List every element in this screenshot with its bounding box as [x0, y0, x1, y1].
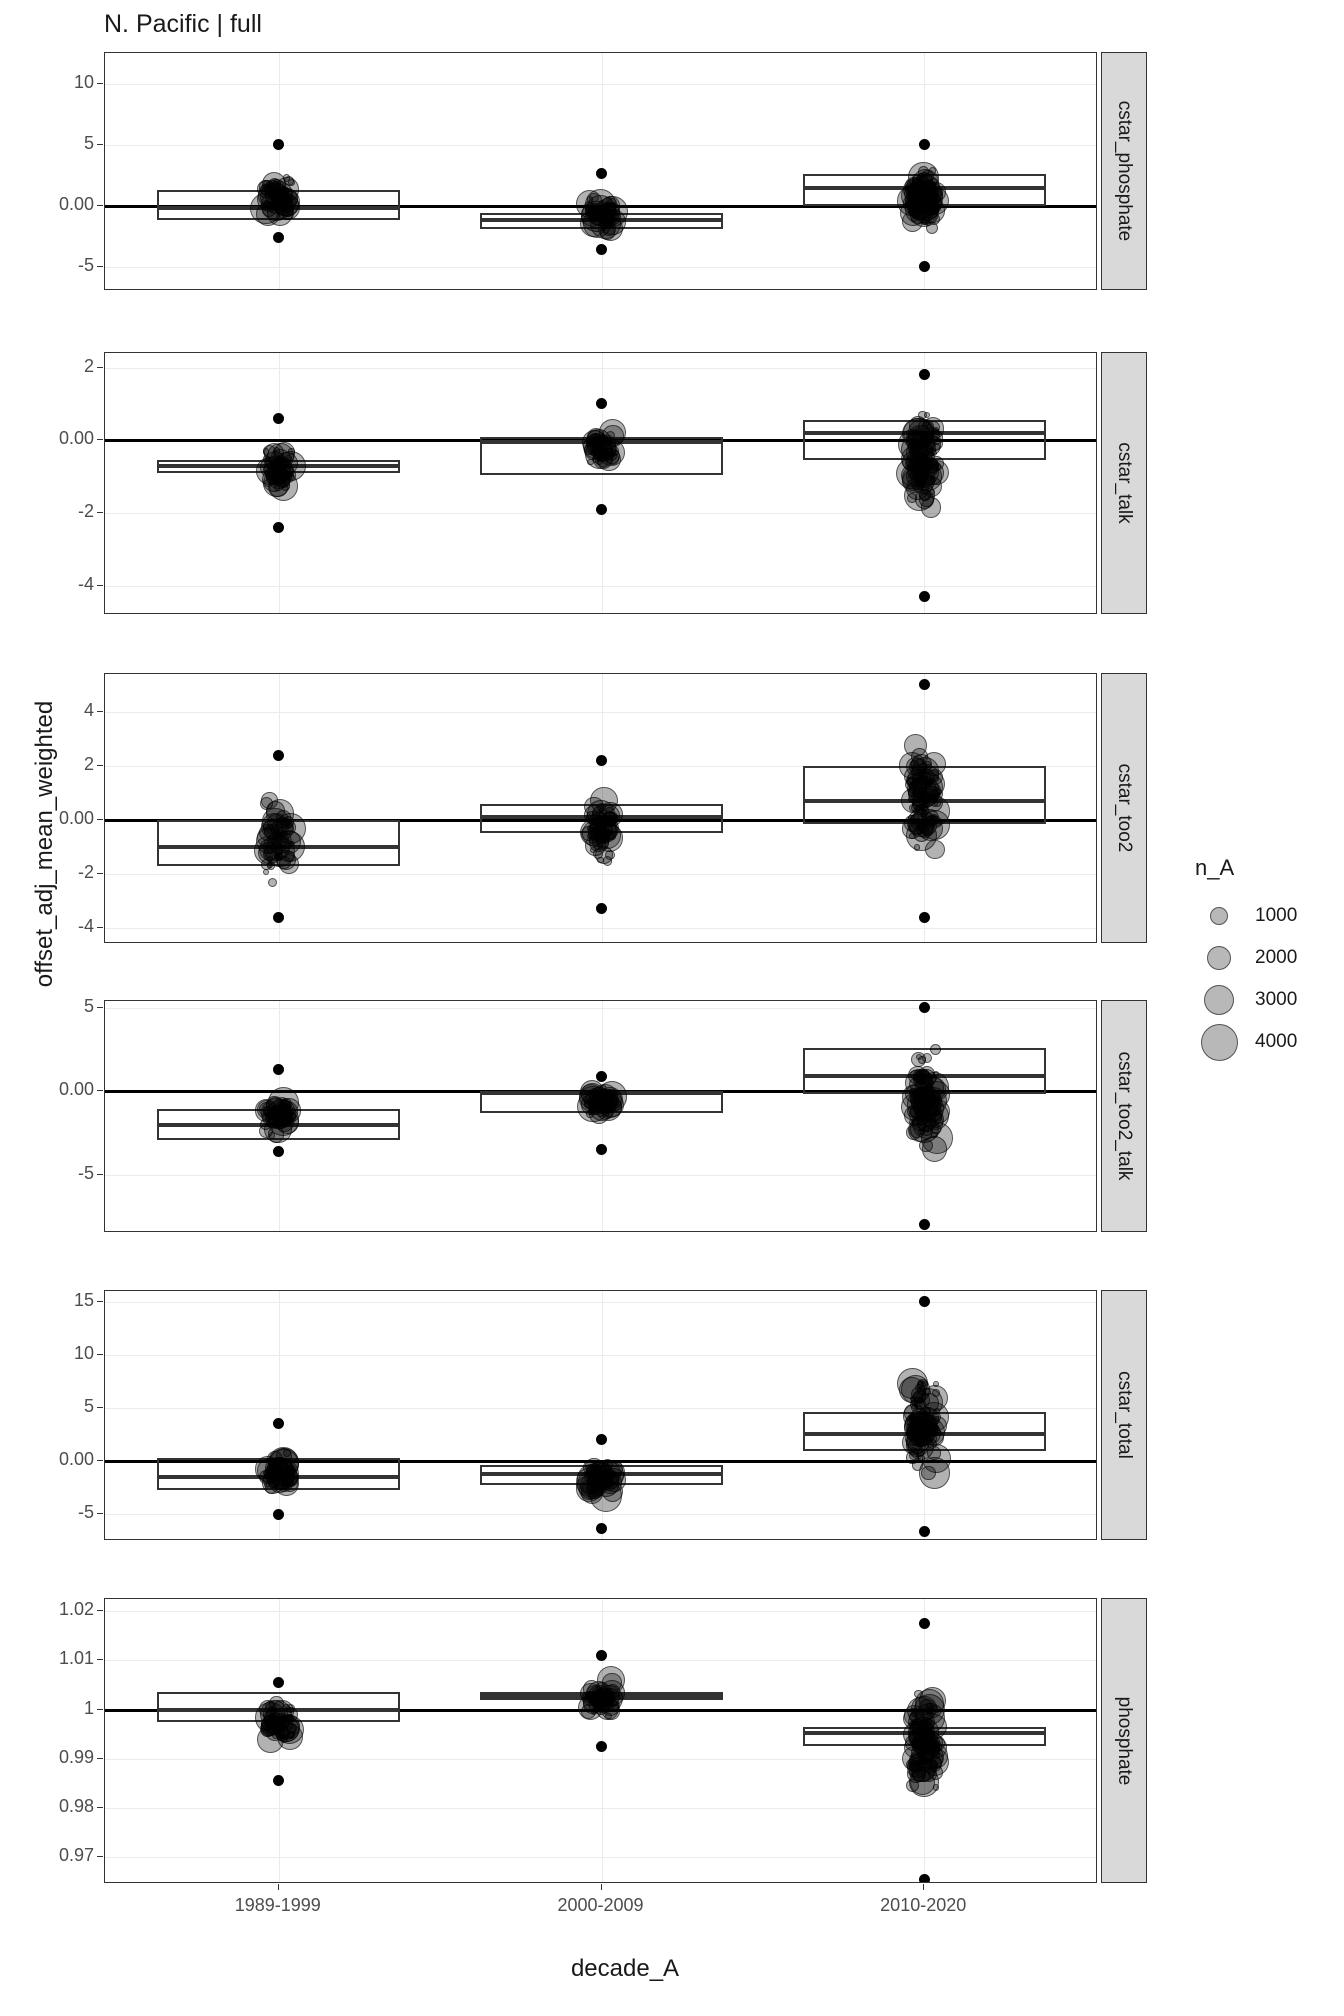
outlier-point	[596, 755, 607, 766]
gridline-y	[105, 368, 1096, 369]
facet-panel-cstar_too2_talk	[104, 1000, 1097, 1232]
data-point	[918, 166, 929, 177]
outlier-point	[273, 1775, 284, 1786]
legend-bubble-icon	[1204, 985, 1234, 1015]
outlier-point	[596, 1144, 607, 1155]
y-tick-mark	[97, 1301, 103, 1302]
outlier-point	[596, 903, 607, 914]
y-tick-label: 0.00	[58, 193, 94, 214]
outlier-point	[919, 139, 930, 150]
y-tick-mark	[97, 1610, 103, 1611]
data-point	[914, 1690, 922, 1698]
y-tick-label: 15	[73, 1289, 94, 1310]
facet-panel-cstar_phosphate	[104, 52, 1097, 290]
legend-title: n_A	[1195, 855, 1235, 880]
outlier-point	[273, 750, 284, 761]
facet-panel-cstar_talk	[104, 352, 1097, 614]
facet-strip-cstar_talk	[1101, 352, 1147, 614]
data-point	[257, 1100, 276, 1119]
gridline-y	[105, 1808, 1096, 1809]
data-point	[584, 441, 603, 460]
data-point	[919, 490, 930, 501]
data-point	[285, 1460, 292, 1467]
gridline-y	[105, 586, 1096, 587]
outlier-point	[273, 1146, 284, 1157]
legend	[1195, 855, 1297, 1063]
y-tick-mark	[97, 144, 103, 145]
legend-item	[1195, 895, 1297, 937]
panel-plot-region	[105, 674, 1096, 942]
legend-bubble-icon	[1207, 946, 1231, 970]
outlier-point	[273, 413, 284, 424]
y-tick-mark	[97, 1659, 103, 1660]
facet-strip-label: cstar_too2	[1114, 763, 1135, 853]
data-point	[919, 1457, 950, 1488]
legend-bubble-icon	[1201, 1024, 1238, 1061]
legend-label: 1000	[1255, 905, 1298, 926]
gridline-y	[105, 1408, 1096, 1409]
outlier-point	[919, 591, 930, 602]
y-tick-mark	[97, 266, 103, 267]
y-tick-mark	[97, 1007, 103, 1008]
y-tick-label: 0.00	[58, 1079, 94, 1100]
legend-key	[1195, 937, 1243, 979]
facet-strip-label: phosphate	[1114, 1696, 1135, 1785]
gridline-y	[105, 1302, 1096, 1303]
gridline-y	[105, 267, 1096, 268]
facet-strip-cstar_phosphate	[1101, 52, 1147, 290]
legend-key	[1195, 895, 1243, 937]
y-tick-mark	[97, 1856, 103, 1857]
legend-label: 2000	[1255, 947, 1298, 968]
data-point	[918, 1056, 926, 1064]
outlier-point	[273, 139, 284, 150]
gridline-x	[279, 1291, 280, 1539]
outlier-point	[273, 232, 284, 243]
y-tick-mark	[97, 927, 103, 928]
legend-label: 4000	[1255, 1031, 1298, 1052]
outlier-point	[596, 1650, 607, 1661]
y-tick-label: 5	[83, 995, 94, 1016]
facet-panel-cstar_too2	[104, 673, 1097, 943]
data-point	[906, 439, 933, 466]
data-point	[915, 427, 921, 433]
y-tick-mark	[97, 367, 103, 368]
x-axis-label: decade_A	[570, 1955, 680, 1982]
y-tick-label: -2	[77, 501, 94, 522]
outlier-point	[919, 1618, 930, 1629]
y-tick-mark	[97, 819, 103, 820]
data-point	[605, 850, 615, 860]
panel-plot-region	[105, 53, 1096, 289]
data-point	[274, 1712, 280, 1718]
panel-plot-region	[105, 1001, 1096, 1231]
outlier-point	[596, 1434, 607, 1445]
gridline-y	[105, 145, 1096, 146]
panel-plot-region	[105, 353, 1096, 613]
data-point	[921, 809, 939, 827]
gridline-y	[105, 1857, 1096, 1858]
y-tick-label: 1	[83, 1697, 94, 1718]
data-point	[587, 459, 594, 466]
gridline-y	[105, 1008, 1096, 1009]
y-tick-mark	[97, 1513, 103, 1514]
outlier-point	[596, 1071, 607, 1082]
data-point	[262, 808, 288, 834]
page-title: N. Pacific | full	[104, 10, 262, 38]
y-tick-label: 5	[83, 1396, 94, 1417]
x-tick-label: 1989-1999	[234, 1895, 321, 1915]
y-axis-label: offset_adj_mean_weighted	[31, 700, 58, 988]
facet-strip-label: cstar_phosphate	[1114, 100, 1135, 242]
gridline-y	[105, 1611, 1096, 1612]
data-point	[584, 1468, 600, 1484]
panel-plot-region	[105, 1291, 1096, 1539]
data-point	[923, 1408, 931, 1416]
x-tick-mark	[601, 1884, 602, 1890]
outlier-point	[919, 1219, 930, 1230]
legend-bubble-icon	[1210, 907, 1228, 925]
legend-key	[1195, 1021, 1243, 1063]
y-tick-mark	[97, 585, 103, 586]
outlier-point	[919, 1296, 930, 1307]
outlier-point	[919, 912, 930, 923]
facet-strip-cstar_total	[1101, 1290, 1147, 1540]
legend-item	[1195, 1021, 1297, 1063]
data-point	[928, 213, 940, 225]
outlier-point	[273, 1064, 284, 1075]
outlier-point	[273, 912, 284, 923]
data-point	[926, 1703, 932, 1709]
outlier-point	[596, 398, 607, 409]
data-point	[590, 847, 596, 853]
facet-strip-cstar_too2_talk	[1101, 1000, 1147, 1232]
y-tick-label: -5	[77, 1502, 94, 1523]
y-tick-mark	[97, 1407, 103, 1408]
data-point	[904, 734, 926, 756]
y-tick-label: -4	[77, 573, 94, 594]
y-tick-label: 2	[83, 355, 94, 376]
y-tick-mark	[97, 873, 103, 874]
y-tick-mark	[97, 711, 103, 712]
y-tick-label: 10	[73, 1342, 94, 1363]
data-point	[602, 1692, 611, 1701]
gridline-y	[105, 874, 1096, 875]
y-tick-mark	[97, 205, 103, 206]
facet-panel-phosphate	[104, 1598, 1097, 1883]
facet-panel-cstar_total	[104, 1290, 1097, 1540]
y-tick-mark	[97, 1709, 103, 1710]
x-tick-mark	[278, 1884, 279, 1890]
data-point	[922, 752, 946, 776]
y-tick-mark	[97, 1807, 103, 1808]
y-tick-mark	[97, 1460, 103, 1461]
data-point	[928, 1092, 935, 1099]
y-tick-label: 2	[83, 753, 94, 774]
data-point	[916, 1450, 923, 1457]
y-tick-label: -5	[77, 254, 94, 275]
y-tick-mark	[97, 1090, 103, 1091]
y-tick-label: 0.00	[58, 428, 94, 449]
facet-strip-label: cstar_talk	[1114, 442, 1135, 524]
outlier-point	[596, 504, 607, 515]
outlier-point	[919, 1874, 930, 1882]
data-point	[911, 1738, 922, 1749]
data-point	[268, 1463, 282, 1477]
data-point	[277, 1724, 303, 1750]
gridline-x	[279, 53, 280, 289]
outlier-point	[273, 1677, 284, 1688]
gridline-y	[105, 1514, 1096, 1515]
y-tick-label: 0.98	[58, 1795, 94, 1816]
data-point	[597, 857, 603, 863]
data-point	[269, 1132, 275, 1138]
data-point	[288, 448, 294, 454]
outlier-point	[919, 1002, 930, 1013]
data-point	[926, 464, 932, 470]
y-tick-label: 4	[83, 699, 94, 720]
x-tick-label: 2010-2020	[880, 1895, 967, 1915]
panel-plot-region	[105, 1599, 1096, 1882]
gridline-y	[105, 1355, 1096, 1356]
outlier-point	[919, 679, 930, 690]
data-point	[919, 1753, 929, 1763]
outlier-point	[919, 369, 930, 380]
data-point	[600, 1089, 621, 1110]
y-tick-label: 0.99	[58, 1746, 94, 1767]
y-tick-label: 10	[73, 71, 94, 92]
y-tick-mark	[97, 83, 103, 84]
y-tick-label: 0.00	[58, 807, 94, 828]
outlier-point	[919, 1526, 930, 1537]
data-point	[918, 1129, 924, 1135]
outlier-point	[273, 1418, 284, 1429]
y-tick-label: -4	[77, 915, 94, 936]
gridline-y	[105, 1175, 1096, 1176]
y-tick-mark	[97, 1758, 103, 1759]
legend-item	[1195, 937, 1297, 979]
y-tick-label: -5	[77, 1162, 94, 1183]
data-point	[915, 1438, 925, 1448]
y-tick-label: 1.01	[58, 1648, 94, 1669]
y-tick-label: -2	[77, 861, 94, 882]
data-point	[585, 1692, 595, 1702]
data-point	[919, 182, 925, 188]
data-point	[928, 1424, 940, 1436]
legend-item	[1195, 979, 1297, 1021]
y-tick-label: 5	[83, 132, 94, 153]
y-tick-label: 0.97	[58, 1844, 94, 1865]
outlier-point	[273, 522, 284, 533]
y-tick-mark	[97, 1174, 103, 1175]
data-point	[934, 791, 940, 797]
facet-strip-cstar_too2	[1101, 673, 1147, 943]
gridline-x	[602, 353, 603, 613]
gridline-y	[105, 928, 1096, 929]
outlier-point	[596, 1741, 607, 1752]
facet-strip-phosphate	[1101, 1598, 1147, 1883]
data-point	[605, 1460, 623, 1478]
outlier-point	[273, 1509, 284, 1520]
outlier-point	[919, 261, 930, 272]
gridline-y	[105, 84, 1096, 85]
outlier-point	[596, 1523, 607, 1534]
outlier-point	[596, 244, 607, 255]
y-tick-mark	[97, 1354, 103, 1355]
y-tick-label: 0.00	[58, 1449, 94, 1470]
data-point	[913, 482, 921, 490]
facet-strip-label: cstar_total	[1114, 1371, 1135, 1459]
data-point	[268, 878, 277, 887]
facet-strip-label: cstar_too2_talk	[1114, 1051, 1135, 1181]
x-tick-mark	[923, 1884, 924, 1890]
gridline-y	[105, 712, 1096, 713]
x-tick-label: 2000-2009	[557, 1895, 644, 1915]
data-point	[267, 862, 273, 868]
outlier-point	[596, 168, 607, 179]
y-tick-mark	[97, 512, 103, 513]
legend-key	[1195, 979, 1243, 1021]
data-point	[925, 840, 945, 860]
y-tick-mark	[97, 765, 103, 766]
y-tick-label: 1.02	[58, 1599, 94, 1620]
legend-label: 3000	[1255, 989, 1298, 1010]
y-tick-mark	[97, 439, 103, 440]
